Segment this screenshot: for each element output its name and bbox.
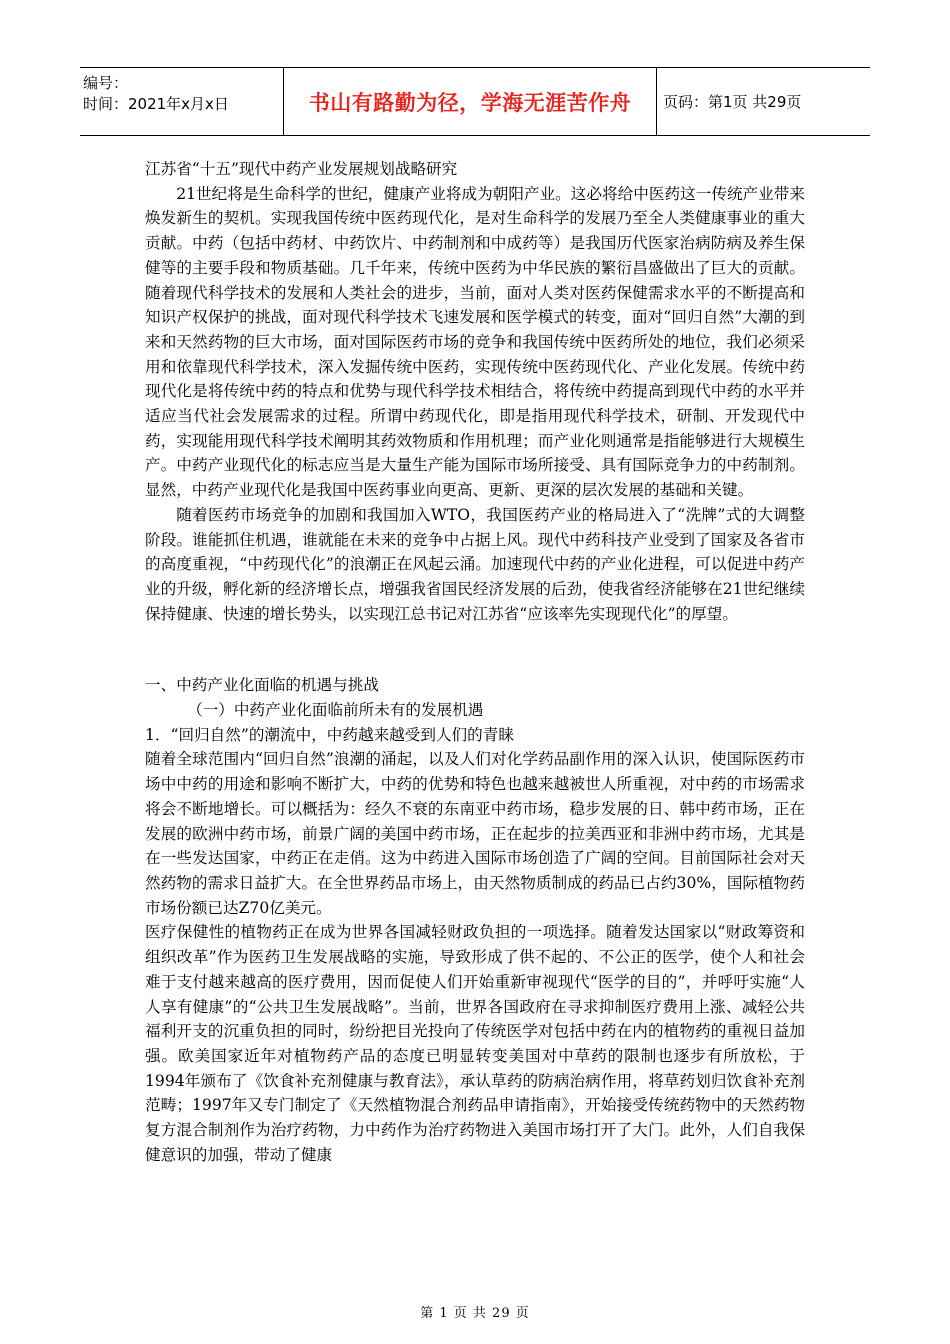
paragraph: 医疗保健性的植物药正在成为世界各国减轻财政负担的一项选择。随着发达国家以“财政筹资和组织改革”作为医药卫生发展战略的实施，导致形成了供不起的、不公正的医学，使个人和社会难于支付越来越高的医疗费用，因而促使人们开始重新审视现代“医学的目的”，并呼吁实施“人人享有健康”的“公共卫生发展战略”。当前，世界各国政府在寻求抑制医疗费用上涨、减轻公共福利开支的沉重负担的同时，纷纷把目光投向了传统医学对包括中药在内的植物药的重视日益加强。欧美国家近年对植物药产品的态度已明显转变美国对中草药的限制也逐步有所放松，于1994年颁布了《饮食补充剂健康与教育法》，承认草药的防病治病作用，将草药划归饮食补充剂范畴；1997年又专门制定了《天然植物混合剂药品申请指南》，开始接受传统药物中的天然药物复方混合制剂作为治疗药物，力中药作为治疗药物进入美国市场打开了大门。此外，人们自我保健意识的加强，带动了健康 [145, 923, 805, 1164]
header-meta [80, 68, 283, 135]
page-header [80, 67, 870, 136]
subsection-heading: （一）中药产业化面临前所未有的发展机遇 [187, 701, 484, 720]
paragraph: 随着全球范围内“回归自然”浪潮的涌起，以及人们对化学药品副作用的深入认识，使国际医药市场中中药的用途和影响不断扩大，中药的优势和特色也越来越被世人所重视，对中药的市场需求将会不断地增长。可以概括为：经久不衰的东南亚中药市场，稳步发展的日、韩中药市场，正在发展的欧洲中药市场，前景广阔的美国中药市场，正在起步的拉美西亚和非洲中药市场，尤其是在一些发达国家，中药正在走俏。这为中药进入国际市场创造了广阔的空间。目前国际社会对天然药物的需求日益扩大。在全世界药品市场上，由天然物质制成的药品已占约30%，国际植物药市场份额已达Z70亿美元。 [145, 750, 805, 917]
header-motto: 书山有路勤为径，学海无涯苦作舟 [283, 68, 657, 135]
section-heading: 一、中药产业化面临的机遇与挑战 [145, 676, 379, 695]
header-page-info: 页码：第1页 共29页 [663, 93, 802, 111]
document-body [145, 157, 805, 1167]
paragraph: 21世纪将是生命科学的世纪，健康产业将成为朝阳产业。这必将给中医药这一传统产业带来焕发新生的契机。实现我国传统中医药现代化，是对生命科学的发展乃至全人类健康事业的重大贡献。中药（包括中药材、中药饮片、中药制剂和中成药等）是我国历代医家治病防病及养生保健等的主要手段和物质基础。几千年来，传统中医药为中华民族的繁衍昌盛做出了巨大的贡献。随着现代科学技术的发展和人类社会的进步，当前，面对人类对医药保健需求水平的不断提高和知识产权保护的挑战，面对现代科学技术飞速发展和医学模式的转变，面对“回归自然”大潮的到来和天然药物的巨大市场，面对国际医药市场的竞争和我国传统中医药所处的地位，我们必须采用和依靠现代科学技术，深入发掘传统中医药，实现传统中医药现代化、产业化发展。传统中药现代化是将传统中药的特点和优势与现代科学技术相结合，将传统中药提高到现代中药的水平并适应当代社会发展需求的过程。所谓中药现代化，即是指用现代科学技术，研制、开发现代中药，实现能用现代科学技术阐明其药效物质和作用机理；而产业化则通常是指能够进行大规模生产。中药产业现代化的标志应当是大量生产能为国际市场所接受、具有国际竞争力的中药制剂。显然，中药产业现代化是我国中医药事业向更高、更新、更深的层次发展的基础和关键。 [145, 184, 805, 500]
paragraph: 随着医药市场竞争的加剧和我国加入WTO，我国医药产业的格局进入了“洗牌”式的大调整阶段。谁能抓住机遇，谁就能在未来的竞争中占据上风。现代中药科技产业受到了国家及各省市的高度重视，“中药现代化”的浪潮正在风起云涌。加速现代中药的产业化进程，可以促进中药产业的升级，孵化新的经济增长点，增强我省国民经济发展的后劲，使我省经济能够在21世纪继续保持健康、快速的增长势头，以实现江总书记对江苏省“应该率先实现现代化”的厚望。 [145, 505, 805, 623]
page-footer: 第 1 页 共 29 页 [420, 1306, 530, 1321]
document-title: 江苏省“十五”现代中药产业发展规划战略研究 [145, 160, 458, 178]
list-item-heading: 1．“回归自然”的潮流中，中药越来越受到人们的青睐 [145, 725, 514, 744]
date-label: 时间：2021年x月x日 [83, 95, 229, 113]
spacer [145, 626, 805, 673]
doc-number-label: 编号： [83, 74, 129, 92]
